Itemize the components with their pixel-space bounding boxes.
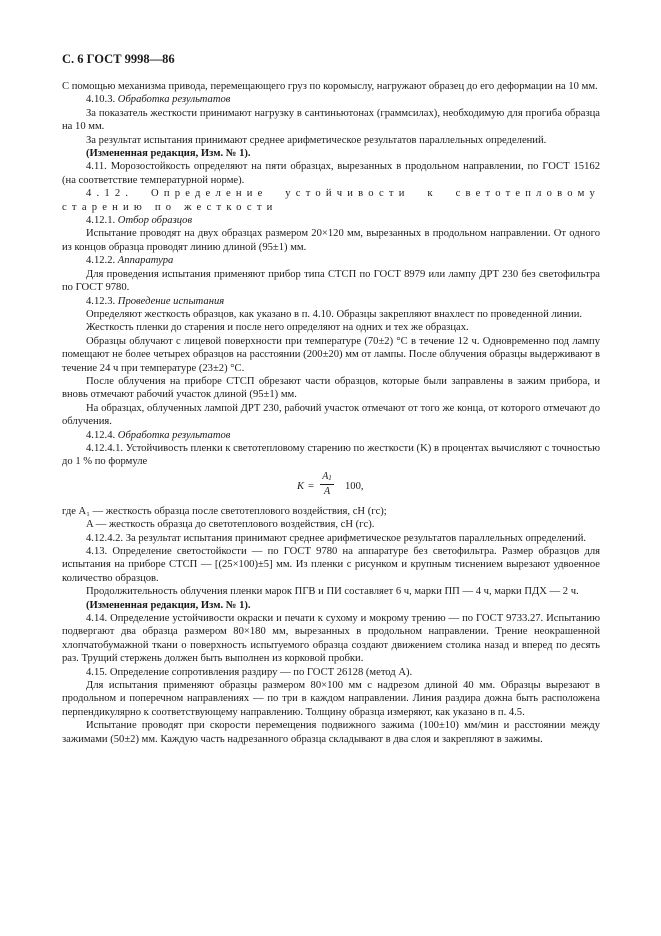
paragraph-text: (Измененная редакция, Изм. № 1). <box>86 599 251 611</box>
paragraph <box>62 80 600 93</box>
paragraph <box>62 214 600 227</box>
paragraph-text: За показатель жесткости принимают нагрузку в сантиньютонах (граммсилах), необходимую для прогиба образца на 10 мм. <box>62 107 600 133</box>
paragraph <box>62 160 600 187</box>
paragraph <box>62 429 600 442</box>
paragraph <box>62 134 600 147</box>
paragraph <box>62 308 600 321</box>
paragraph-text: A — жесткость образца до светотеплового воздействия, сН (гс). <box>86 519 375 531</box>
paragraph-text: где A₁ — жесткость образца после светотеплового воздействия, сН (гс); <box>62 505 387 517</box>
paragraph-text: За результат испытания принимают среднее арифметическое результатов параллельных определений. <box>86 134 547 146</box>
paragraph-text: 4.12.4.2. За результат испытания принимают среднее арифметическое результатов параллельных определений. <box>86 532 587 544</box>
formula-lhs: K <box>297 480 305 492</box>
paragraph-text: Испытание проводят при скорости перемещения подвижного зажима (100±10) мм/мин и расстоянии между зажимами (50±2) мм. Каждую часть надрезанного образца складывают в два слоя и закрепляют в зажимы. <box>62 720 600 745</box>
paragraph <box>62 93 600 106</box>
paragraph <box>62 187 600 214</box>
paragraph <box>62 295 600 308</box>
paragraph <box>62 335 600 375</box>
section-title: Обработка результатов <box>117 94 231 106</box>
section-title: Проведение испытания <box>117 295 225 307</box>
section-title: Аппаратура <box>117 255 174 267</box>
paragraph <box>62 107 600 134</box>
paragraph-text: Жесткость пленки до старения и после него определяют на одних и тех же образцах. <box>86 322 469 334</box>
paragraph <box>62 321 600 334</box>
section-number: 4.10.3. <box>86 94 116 106</box>
paragraph <box>62 532 600 545</box>
section-title: Обработка результатов <box>117 429 231 441</box>
paragraph <box>62 518 600 531</box>
paragraph <box>62 719 600 746</box>
paragraph-text: Для проведения испытания применяют прибор типа СТСП по ГОСТ 8979 или лампу ДРТ 230 без светофильтра по ГОСТ 9780. <box>62 268 600 294</box>
paragraph-text: Образцы облучают с лицевой поверхности при температуре (70±2) °С в течение 12 ч. Одновременно под лампу помещают не более четырех образцов на расстоянии (200±20) мм от лампы. После облучения образцы выдерживают в течение 24 ч при температуре (23±2) °С. <box>62 335 600 374</box>
paragraph <box>62 147 600 160</box>
formula-denominator: A <box>323 485 331 497</box>
paragraph <box>62 585 600 598</box>
document-body <box>62 80 600 746</box>
paragraph-text: Испытание проводят на двух образцах размером 20×120 мм, вырезанных в продольном направлении. От одного из концов образца проводят линию длиной (95±1) мм. <box>62 228 600 253</box>
paragraph-text: С помощью механизма привода, перемещающего груз по коромыслу, нагружают образец до его деформации на 10 мм. <box>62 81 598 92</box>
paragraph <box>62 505 600 518</box>
formula-multiplier: 100, <box>345 480 364 492</box>
paragraph <box>62 599 600 612</box>
paragraph <box>62 612 600 666</box>
text-part-2 <box>62 505 600 746</box>
formula-numerator: $A_1$ <box>320 471 334 485</box>
paragraph-text: (Измененная редакция, Изм. № 1). <box>86 148 251 160</box>
paragraph-text: 4.11. Морозостойкость определяют на пяти образцах, вырезанных в продольном направлении, по ГОСТ 15162 (на соответствие температурной норме). <box>62 161 600 186</box>
paragraph-text: Для испытания применяют образцы размером 80×100 мм с надрезом длиной 40 мм. Образцы вырезают в продольном и поперечном направлениях — по три в каждом направлении. Линия раздира дожна быть расположена перпендикулярно к соответствующему направлению. Толщину образца измеряют, как указано в п. 4.5. <box>62 680 600 718</box>
paragraph-text: Продолжительность облучения пленки марок ПГВ и ПИ составляет 6 ч, марки ПП — 4 ч, марки ПДХ — 2 ч. <box>86 586 579 598</box>
paragraph-text: 4.14. Определение устойчивости окраски и печати к сухому и мокрому трению — по ГОСТ 9733.27. Испытанию подвергают два образца размером 80×180 мм, вырезанных в продольном направлении. Трение неокрашенной хлопчатобумажной ткани о поверхность испытуемого образца создают движением столика назад и вперед по десять раз. Трущий стержень должен быть выполнен из корковой пробки. <box>62 613 600 665</box>
section-number: 4.12.4. <box>86 429 116 441</box>
paragraph <box>62 375 600 402</box>
paragraph <box>62 402 600 429</box>
formula-equals: = <box>308 480 314 492</box>
paragraph <box>62 268 600 295</box>
paragraph <box>62 442 600 469</box>
paragraph <box>62 254 600 267</box>
section-title: Отбор образцов <box>117 215 193 227</box>
paragraph-text: 4.12.4.1. Устойчивость пленки к светотепловому старению по жесткости (K) в процентах вычисляют с точностью до 1 % по формуле <box>62 442 600 468</box>
paragraph-text: На образцах, облученных лампой ДРТ 230, рабочий участок отмечают от того же конца, от которого отмечают до облучения. <box>62 402 600 428</box>
section-number: 4.12.2. <box>86 255 116 267</box>
paragraph <box>62 666 600 679</box>
paragraph <box>62 679 600 719</box>
page-header: С. 6 ГОСТ 9998—86 <box>62 52 175 66</box>
paragraph-text: Определяют жесткость образцов, как указано в п. 4.10. Образцы закрепляют внахлест по проведенной линии. <box>86 308 583 320</box>
section-number: 4.12.3. <box>86 295 116 307</box>
text-part-1 <box>62 80 600 469</box>
section-number: 4.12.1. <box>86 215 116 227</box>
paragraph-text: После облучения на приборе СТСП обрезают части образцов, которые были заправлены в зажим прибора, и вновь отмечают рабочий участок длиной (95±1) мм. <box>62 375 600 401</box>
paragraph-text: 4.12. Определение устойчивости к светотепловому старению по жесткости <box>62 188 600 213</box>
formula <box>62 471 600 503</box>
formula-fraction <box>320 471 334 498</box>
paragraph-text: 4.13. Определение светостойкости — по ГОСТ 9780 на аппаратуре без светофильтра. Размер образцов для испытания на приборе СТСП — [(25×100)±5] мм. Из пленки с рисунком и крупным тиснением вырезают удвоенное количество образцов. <box>62 546 600 584</box>
paragraph-text: 4.15. Определение сопротивления раздиру — по ГОСТ 26128 (метод А). <box>86 666 413 678</box>
paragraph <box>62 545 600 585</box>
paragraph <box>62 227 600 254</box>
